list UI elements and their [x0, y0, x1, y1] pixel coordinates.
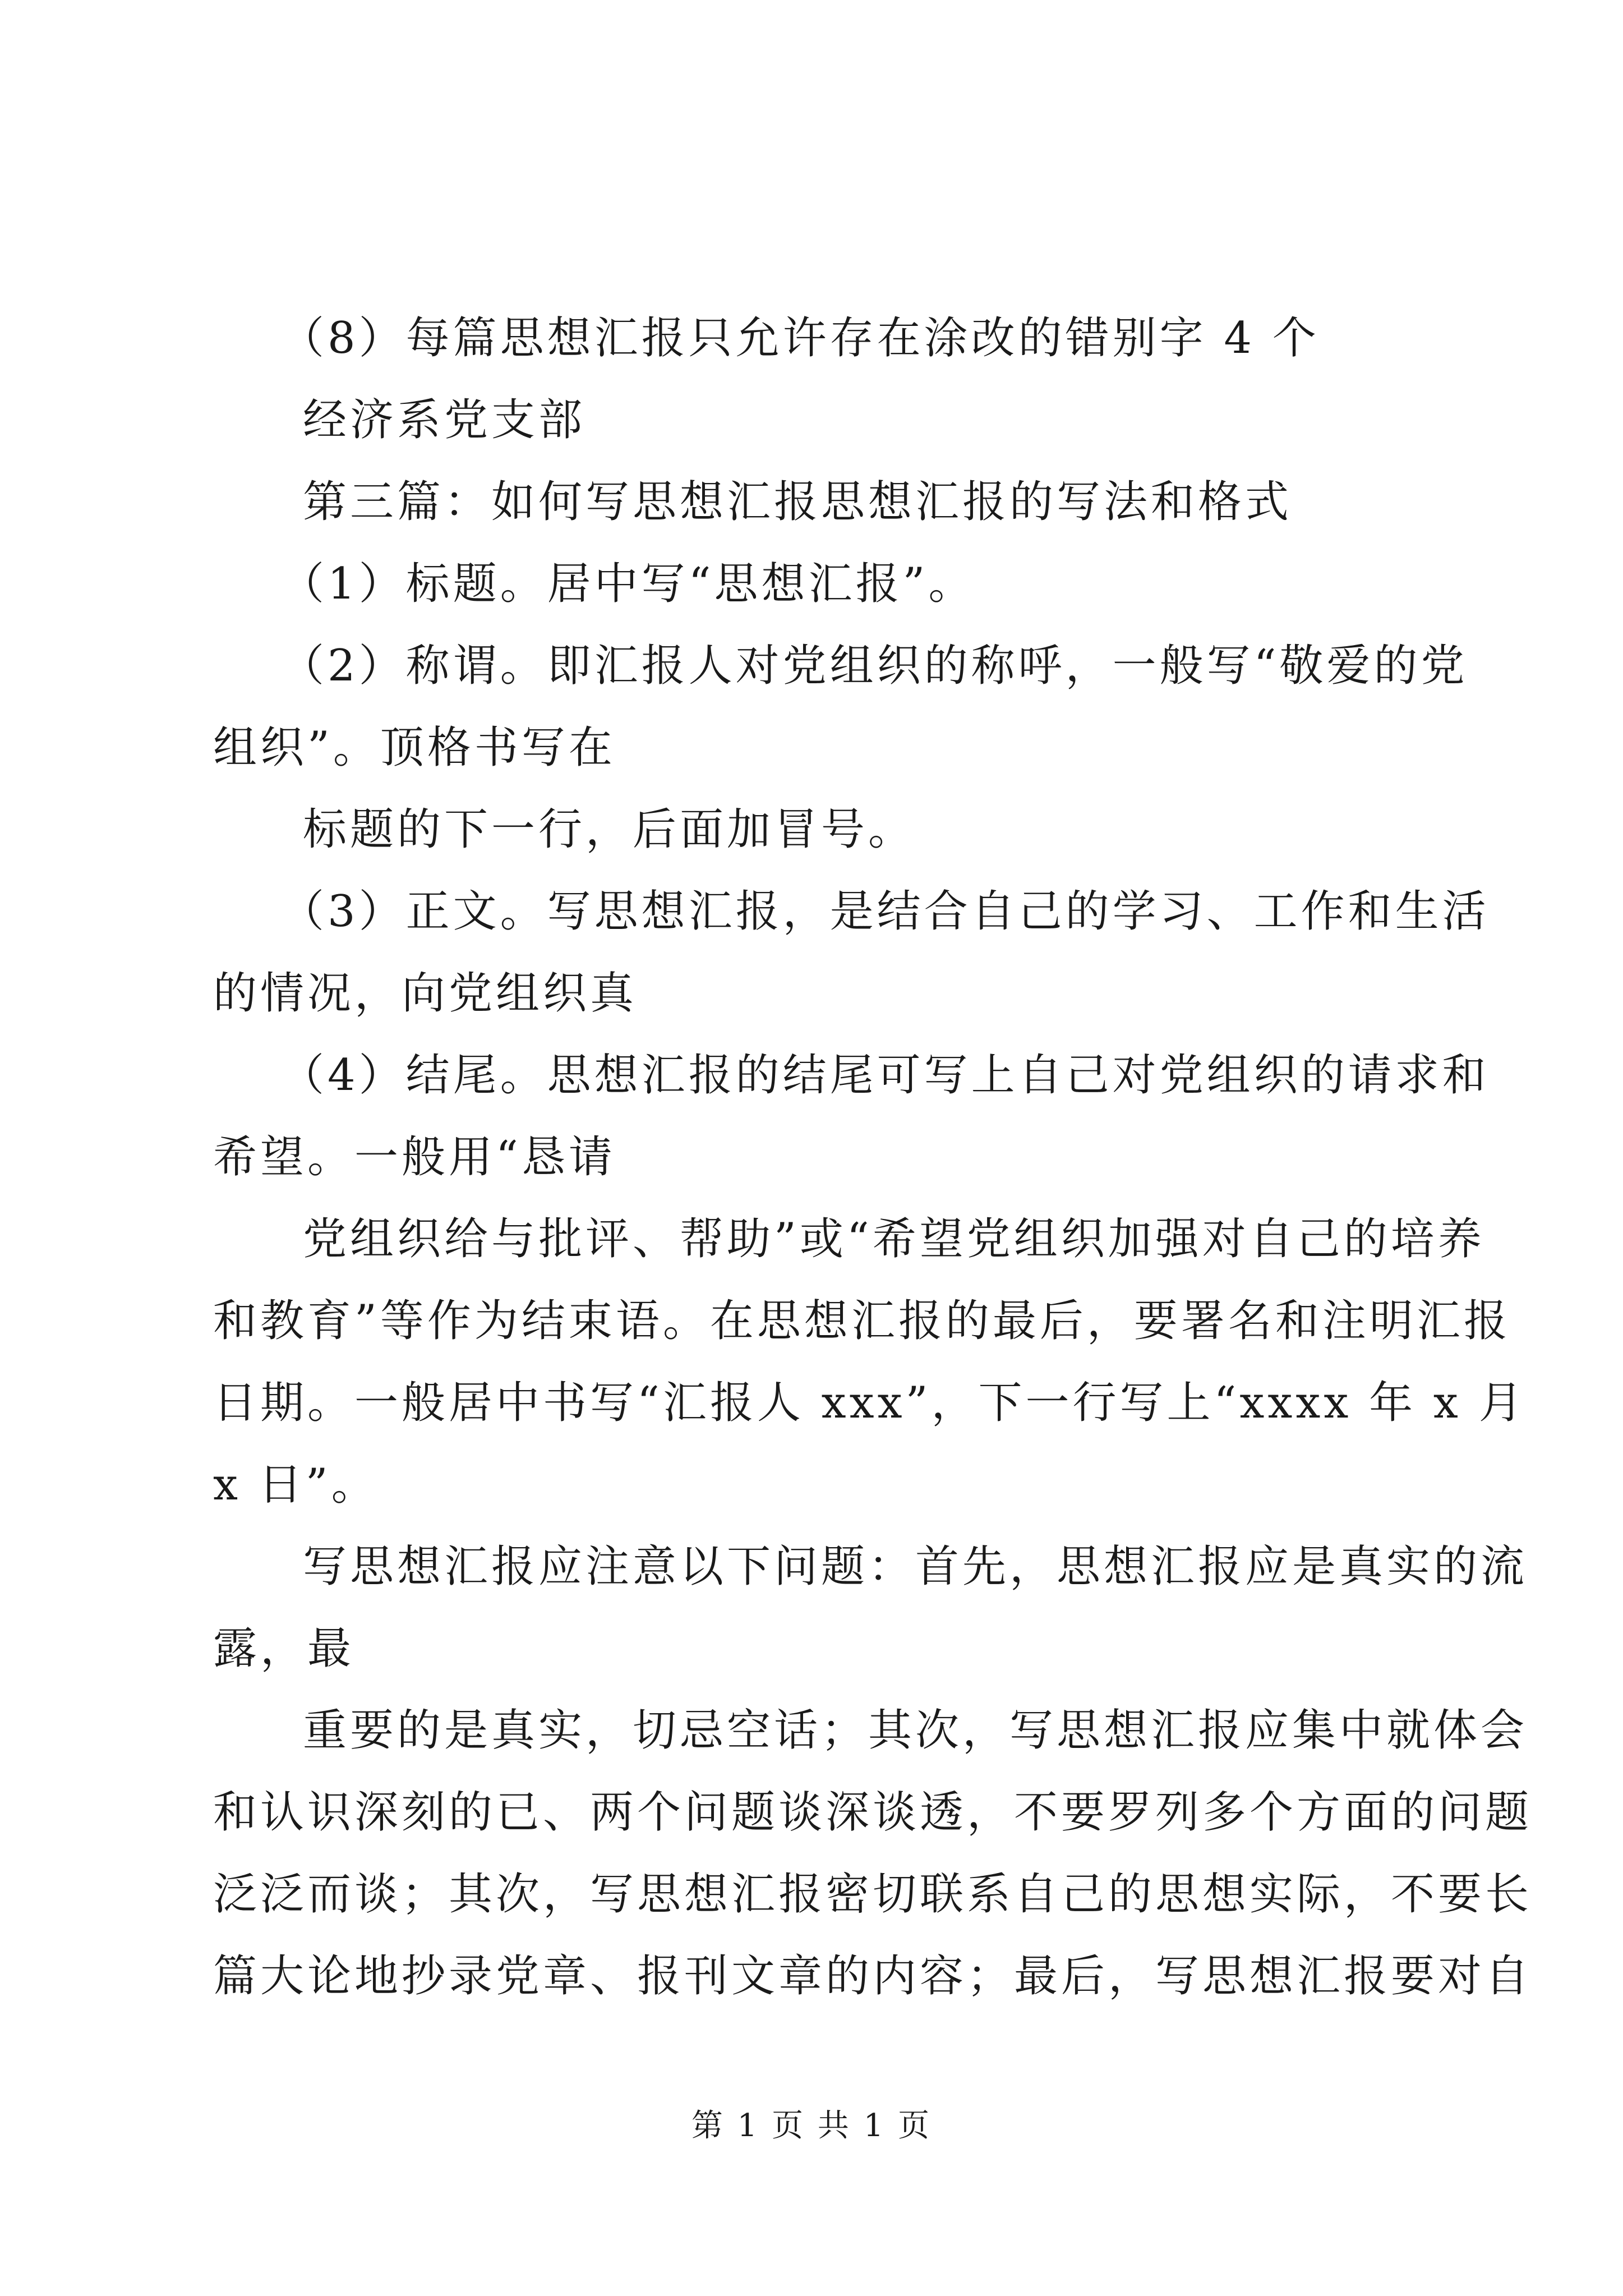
text-line: 的情况，向党组织真 [213, 968, 638, 1019]
text-line: 泛泛而谈；其次，写思想汇报密切联系自己的思想实际，不要长 [213, 1869, 1533, 1920]
text-line: 写思想汇报应注意以下问题：首先，思想汇报应是真实的流 [303, 1542, 1528, 1592]
text-line: 日期。一般居中书写“汇报人 xxx”，下一行写上“xxxx 年 x 月 [213, 1378, 1526, 1428]
text-line: 露，最 [213, 1623, 355, 1674]
text-line: （8）每篇思想汇报只允许存在涂改的错别字 4 个 [280, 313, 1320, 364]
document-body [213, 297, 1533, 2017]
text-line: 重要的是真实，切忌空话；其次，写思想汇报应集中就体会 [303, 1705, 1528, 1756]
text-line: 组织”。顶格书写在 [213, 723, 616, 773]
text-line: 标题的下一行，后面加冒号。 [303, 804, 916, 855]
text-line: （4）结尾。思想汇报的结尾可写上自己对党组织的请求和 [280, 1050, 1490, 1101]
text-line: 篇大论地抄录党章、报刊文章的内容；最后，写思想汇报要对自 [213, 1951, 1533, 2001]
text-line: 和认识深刻的已、两个问题谈深谈透，不要罗列多个方面的问题 [213, 1787, 1533, 1838]
text-line: （2）称谓。即汇报人对党组织的称呼，一般写“敬爱的党 [280, 641, 1468, 691]
text-line: 经济系党支部 [303, 395, 586, 445]
page-footer: 第 1 页 共 1 页 [691, 2108, 932, 2144]
text-line: （1）标题。居中写“思想汇报”。 [280, 559, 976, 609]
text-line: 希望。一般用“恳请 [213, 1132, 616, 1182]
section-heading: 第三篇：如何写思想汇报思想汇报的写法和格式 [303, 477, 1293, 527]
text-line: 党组织给与批评、帮助”或“希望党组织加强对自己的培养 [303, 1214, 1485, 1264]
text-line: 和教育”等作为结束语。在思想汇报的最后，要署名和注明汇报 [213, 1296, 1511, 1346]
text-line: （3）正文。写思想汇报，是结合自己的学习、工作和生活 [280, 886, 1490, 937]
text-line: x 日”。 [213, 1460, 379, 1510]
